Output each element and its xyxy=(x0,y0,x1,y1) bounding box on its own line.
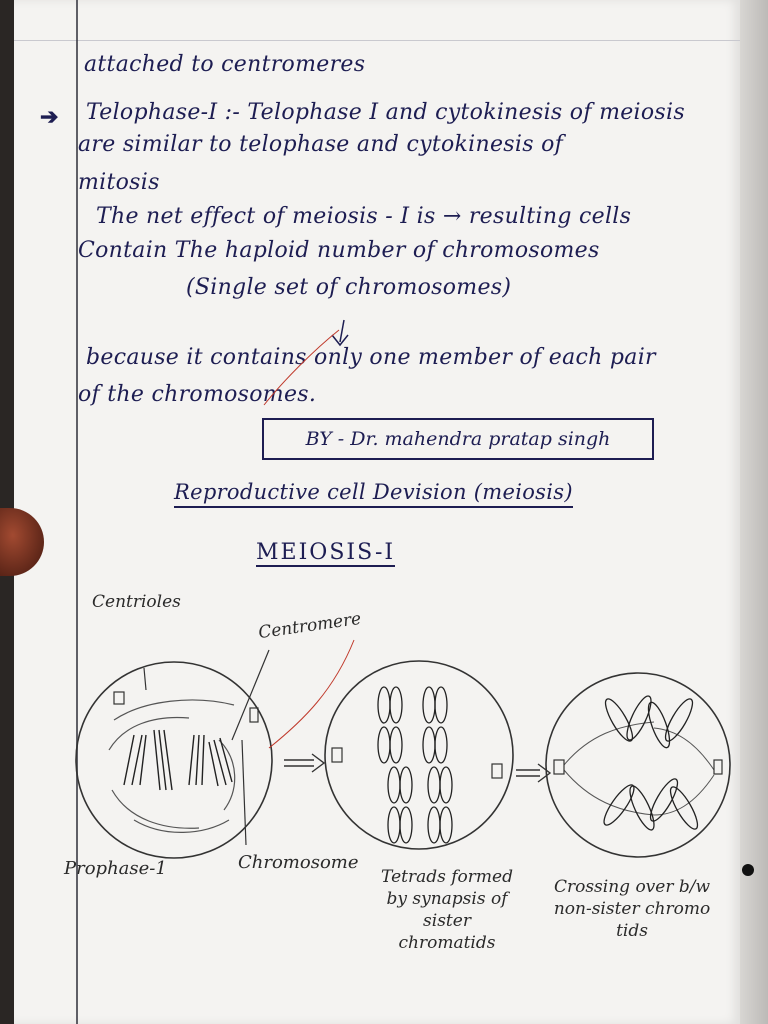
crossing-chromosomes xyxy=(600,693,703,832)
centromere-pointer xyxy=(232,650,269,740)
prophase-chromosomes xyxy=(124,730,232,790)
ink-dot xyxy=(742,864,754,876)
cell-crossing-circle xyxy=(546,673,730,857)
pointer-down-line xyxy=(340,320,344,342)
note-line-2: Telophase-I :- Telophase I and cytokinesis of meiosis xyxy=(86,100,685,125)
label-centromere: Centromere xyxy=(257,608,363,644)
label-centrioles: Centrioles xyxy=(92,592,181,612)
centriole-left xyxy=(114,692,124,704)
note-line-5: The net effect of meiosis - I is → resulting cells xyxy=(96,204,632,229)
tetrad-centriole-left xyxy=(332,748,342,762)
label-prophase: Prophase-1 xyxy=(64,858,167,879)
note-line-10: of the chromosomes. xyxy=(78,382,317,407)
note-line-1: attached to centromeres xyxy=(84,52,366,77)
note-line-4: mitosis xyxy=(78,170,160,195)
red-pen-stroke-2 xyxy=(269,640,354,748)
arrow-1 xyxy=(284,754,324,772)
cell-tetrads-circle xyxy=(325,661,513,849)
note-line-3: are similar to telophase and cytokinesis of xyxy=(78,132,564,157)
bullet-arrow-icon: ➔ xyxy=(40,104,59,130)
label-chromosome: Chromosome xyxy=(238,852,359,873)
tetrad-centriole-right xyxy=(492,764,502,778)
crossing-spindle xyxy=(564,722,714,815)
red-pen-stroke xyxy=(264,330,339,405)
centriole-right xyxy=(250,708,258,722)
label-crossing-over: Crossing over b/w non-sister chromo tids xyxy=(553,877,711,941)
crossing-centriole-left xyxy=(554,760,564,774)
arrow-2 xyxy=(516,764,550,782)
note-line-7: (Single set of chromosomes) xyxy=(186,275,512,300)
centrioles-pointer xyxy=(144,668,146,690)
section-heading: Reproductive cell Devision (meiosis) xyxy=(174,480,573,508)
author-box: BY - Dr. mahendra pratap singh xyxy=(262,418,654,460)
label-tetrads: Tetrads formed by synapsis of sister chromatids xyxy=(381,867,513,953)
note-line-6: Contain The haploid number of chromosomes xyxy=(78,238,600,263)
note-line-9: because it contains only one member of each pair xyxy=(86,345,656,370)
notebook-page xyxy=(14,0,740,1024)
diagram-title: MEIOSIS-I xyxy=(256,540,396,565)
tetrad-chromosomes xyxy=(378,687,452,843)
crossing-centriole-right xyxy=(714,760,722,774)
